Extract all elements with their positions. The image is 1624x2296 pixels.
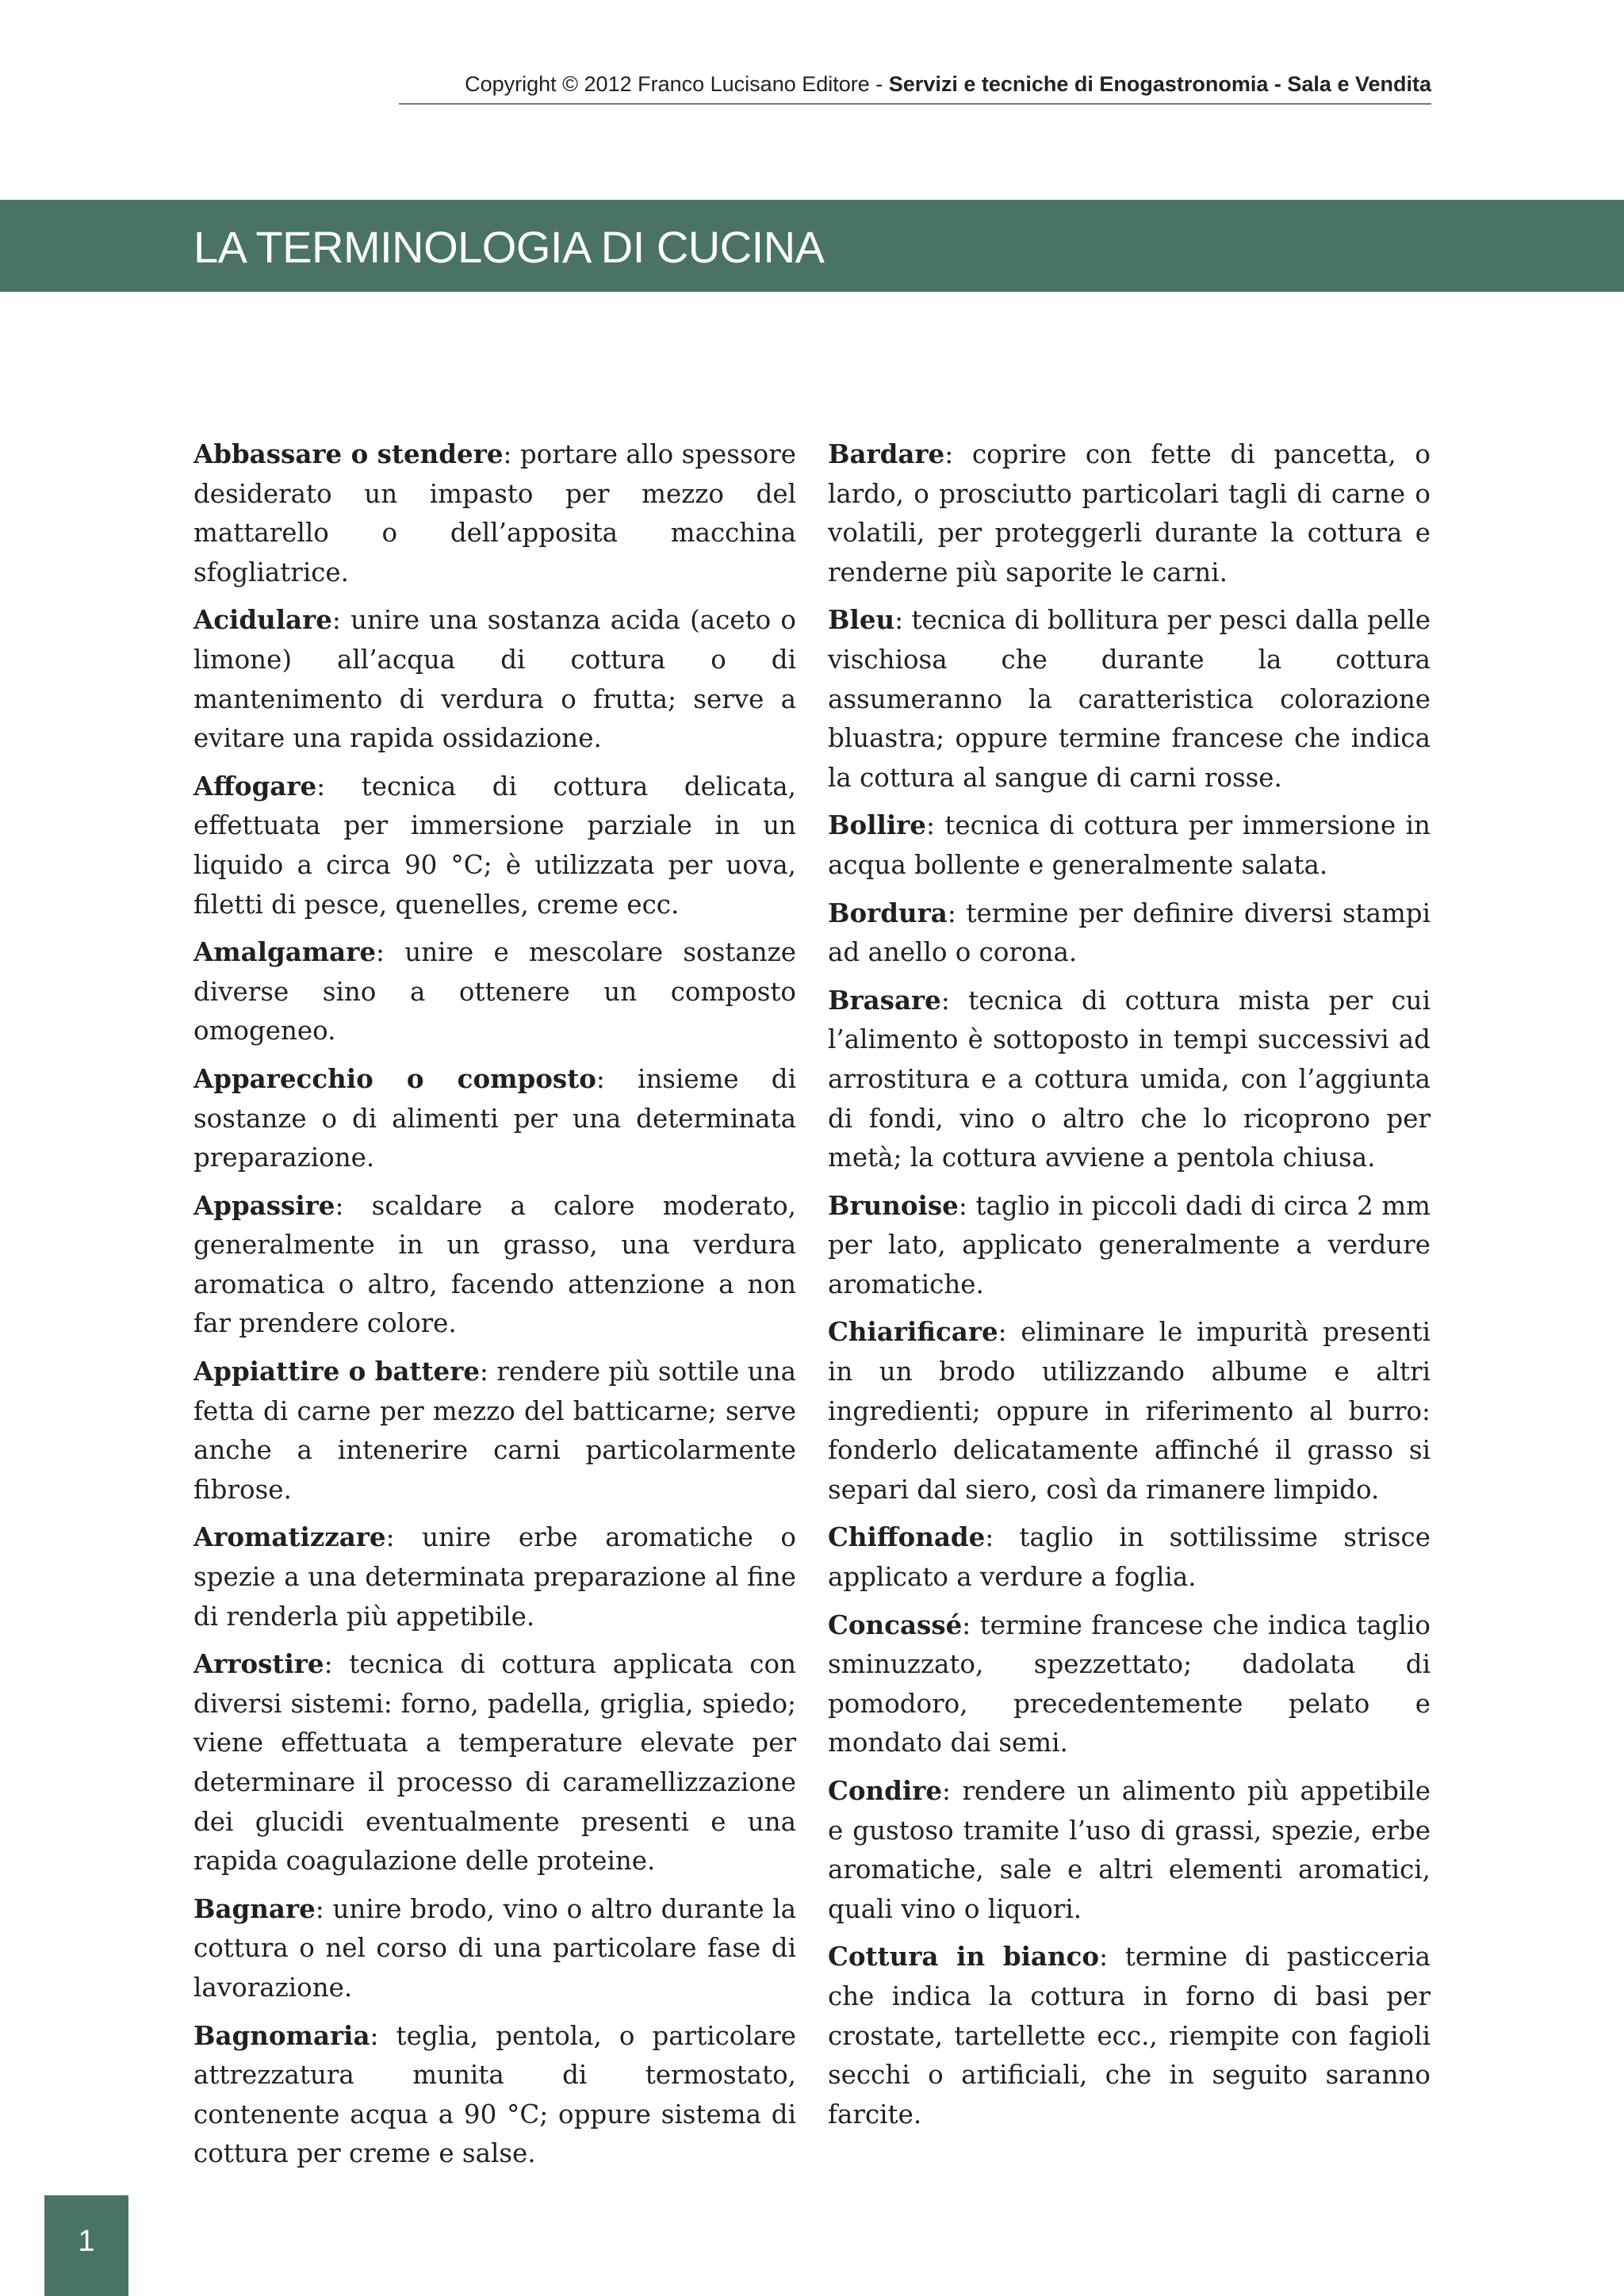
book-title: Servizi e tecniche di Enogastronomia - Sala e Vendita — [888, 72, 1431, 96]
glossary-term: Bollire — [828, 809, 926, 841]
glossary-entry — [193, 2016, 796, 2174]
page-header — [399, 70, 1431, 105]
glossary-term: Apparecchio o composto — [193, 1062, 596, 1094]
glossary-entry — [828, 434, 1431, 592]
glossary-entry — [193, 1186, 796, 1344]
glossary-term: Appiattire o battere — [193, 1356, 481, 1387]
glossary-entry — [828, 894, 1431, 973]
glossary-entry — [193, 1059, 796, 1178]
glossary-term: Bagnomaria — [193, 2019, 370, 2051]
glossary-definition: : rendere più sottile una fetta di carne per mezzo del batticarne; serve anche a intenerire carni particolarmente fibrose. — [193, 1357, 796, 1505]
glossary-definition: : tecnica di cottura mista per cui l’alimento è sottoposto in tempi successivi ad arrostitura e a cottura umida, con l’aggiunta di fondi, vino o altro che lo ricoprono per metà; la cottura avviene a pentola chiusa. — [828, 985, 1431, 1173]
glossary-definition: : unire e mescolare sostanze diverse sino a ottenere un composto omogeneo. — [193, 937, 796, 1047]
glossary-definition: : termine per definire diversi stampi ad anello o corona. — [828, 897, 1431, 968]
glossary-term: Brasare — [828, 984, 941, 1016]
glossary-entry — [828, 1605, 1431, 1763]
glossary-definition: : unire brodo, vino o altro durante la cottura o nel corso di una particolare fase di lavorazione. — [193, 1893, 796, 2003]
glossary-term: Aromatizzare — [193, 1521, 386, 1553]
glossary-entry — [193, 767, 796, 924]
glossary-entry — [193, 1517, 796, 1636]
glossary-term: Bordura — [828, 897, 948, 928]
glossary-definition: : tecnica di cottura per immersione in acqua bollente e generalmente salata. — [828, 810, 1431, 880]
glossary-definition: : unire erbe aromatiche o spezie a una determinata preparazione al fine di renderla più appetibile. — [193, 1522, 796, 1632]
glossary-entry — [828, 1186, 1431, 1305]
glossary-column-left — [193, 434, 796, 2182]
glossary-definition: : teglia, pentola, o particolare attrezzatura munita di termostato, contenente acqua a 90 °C; oppure sistema di cottura per creme e salse. — [193, 2020, 796, 2169]
glossary-definition: : termine di pasticceria che indica la cottura in forno di basi per crostate, tartellette ecc., riempite con fagioli secchi o artificiali, che in seguito saranno farcite. — [828, 1942, 1431, 2130]
glossary-definition: : tecnica di bollitura per pesci dalla pelle vischiosa che durante la cottura assumeranno la caratteristica colorazione bluastra; oppure termine francese che indica la cottura al sangue di carni rosse. — [828, 605, 1431, 793]
glossary-entry — [828, 981, 1431, 1178]
glossary-term: Cottura in bianco — [828, 1941, 1100, 1973]
glossary-term: Bagnare — [193, 1892, 316, 1924]
glossary-entry — [193, 1644, 796, 1881]
glossary-definition: : termine francese che indica taglio sminuzzato, spezzettato; dadolata di pomodoro, precedentemente pelato e mondato dai semi. — [828, 1609, 1431, 1758]
glossary-column-right — [828, 434, 1431, 2142]
glossary-entry — [193, 1889, 796, 2008]
page-number-box — [44, 2195, 128, 2296]
glossary-definition: : taglio in piccoli dadi di circa 2 mm per lato, applicato generalmente a verdure aromatiche. — [828, 1190, 1431, 1299]
section-title: LA TERMINOLOGIA DI CUCINA — [193, 222, 825, 272]
glossary-entry — [193, 434, 796, 592]
glossary-definition: : tecnica di cottura applicata con diversi sistemi: forno, padella, griglia, spiedo; viene effettuata a temperature elevate per determinare il processo di caramellizzazione dei glucidi eventualmente presenti e una rapida coagulazione delle proteine. — [193, 1649, 796, 1877]
glossary-term: Amalgamare — [193, 936, 377, 968]
glossary-entry — [828, 1312, 1431, 1510]
glossary-definition: : coprire con fette di pancetta, o lardo, o prosciutto particolari tagli di carne o volatili, per proteggerli durante la cottura e renderne più saporite le carni. — [828, 439, 1431, 587]
glossary-entry — [828, 1771, 1431, 1929]
glossary-term: Chiarificare — [828, 1316, 998, 1348]
glossary-definition: : taglio in sottilissime strisce applicato a verdure a foglia. — [828, 1522, 1431, 1593]
glossary-definition: : scaldare a calore moderato, generalmente in un grasso, una verdura aromatica o altro, facendo attenzione a non far prendere colore. — [193, 1190, 796, 1339]
glossary-entry — [193, 600, 796, 758]
glossary-definition: : tecnica di cottura delicata, effettuata per immersione parziale in un liquido a circa 90 °C; è utilizzata per uova, filetti di pesce, quenelles, creme ecc. — [193, 771, 796, 920]
glossary-term: Bardare — [828, 438, 945, 469]
copyright-text: Copyright © 2012 Franco Lucisano Editore - — [465, 72, 889, 96]
glossary-term: Abbassare o stendere — [193, 438, 504, 469]
glossary-term: Chiffonade — [828, 1521, 986, 1553]
glossary-term: Brunoise — [828, 1189, 959, 1221]
glossary-definition: : unire una sostanza acida (aceto o limone) all’acqua di cottura o di mantenimento di verdura o frutta; serve a evitare una rapida ossidazione. — [193, 605, 796, 754]
glossary-definition: : rendere un alimento più appetibile e gustoso tramite l’uso di grassi, spezie, erbe aromatiche, sale e altri elementi aromatici, quali vino o liquori. — [828, 1776, 1431, 1924]
glossary-term: Condire — [828, 1775, 943, 1806]
glossary-term: Affogare — [193, 770, 317, 802]
glossary-term: Bleu — [828, 604, 895, 636]
glossary-term: Arrostire — [193, 1648, 324, 1680]
glossary-term: Concassé — [828, 1609, 963, 1640]
glossary-entry — [828, 1937, 1431, 2134]
glossary-entry — [828, 600, 1431, 798]
page-number: 1 — [78, 2225, 95, 2258]
glossary-definition: : insieme di sostanze o di alimenti per una determinata preparazione. — [193, 1063, 796, 1173]
section-banner — [0, 200, 1624, 292]
glossary-definition: : eliminare le impurità presenti in un brodo utilizzando albume e altri ingredienti; oppure in riferimento al burro: fonderlo delicatamente affinché il grasso si separi dal siero, così da rimanere limpido. — [828, 1317, 1431, 1505]
glossary-entry — [828, 1517, 1431, 1597]
glossary-entry — [828, 806, 1431, 885]
glossary-entry — [193, 1352, 796, 1510]
glossary-term: Acidulare — [193, 604, 332, 636]
glossary-term: Appassire — [193, 1189, 335, 1221]
glossary-definition: : portare allo spessore desiderato un impasto per mezzo del mattarello o dell’apposita macchina sfogliatrice. — [193, 439, 796, 587]
glossary-entry — [193, 932, 796, 1051]
